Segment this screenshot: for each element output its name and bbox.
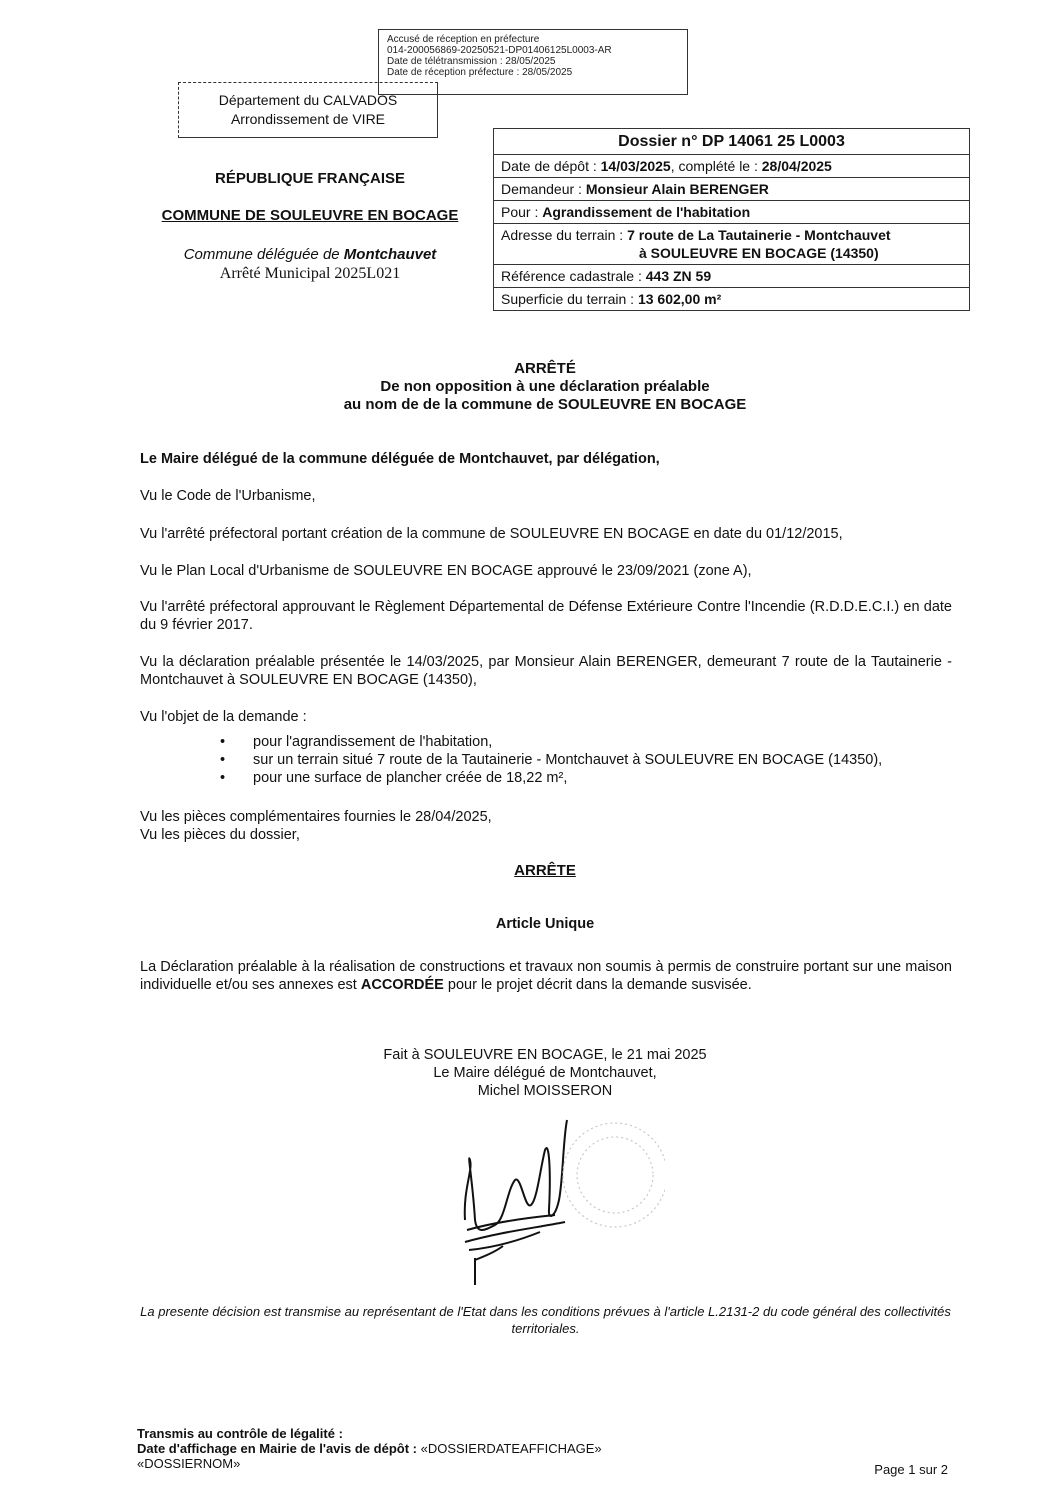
- arrete-heading-3: au nom de de la commune de SOULEUVRE EN BOCAGE: [343, 396, 747, 413]
- vu-pieces-dossier: Vu les pièces du dossier,: [140, 827, 300, 843]
- arrete-heading: [140, 360, 950, 414]
- signoff: [300, 1046, 790, 1100]
- decision-text: [140, 958, 952, 994]
- vu-declaration: Vu la déclaration préalable présentée le 14/03/2025, par Monsieur Alain BERENGER, demeurant 7 route de la Tautainerie - Montchauvet à SOULEUVRE EN BOCAGE (14350),: [140, 654, 952, 688]
- municipal-seal-stamp: [563, 1123, 665, 1227]
- ar-line-2: 014-200056869-20250521-DP01406125L0003-AR: [387, 45, 612, 56]
- depot-label: Date de dépôt :: [501, 158, 601, 174]
- republique-francaise: RÉPUBLIQUE FRANÇAISE: [214, 170, 405, 187]
- deleguee-name: Montchauvet: [343, 246, 437, 263]
- ar-line-3: Date de télétransmission : 28/05/2025: [387, 56, 556, 67]
- demandeur-value: Monsieur Alain BERENGER: [585, 181, 769, 197]
- vu-objet: Vu l'objet de la demande :: [140, 709, 307, 725]
- list-item: • pour l'agrandissement de l'habitation,: [220, 734, 493, 750]
- signoff-name: Michel MOISSERON: [477, 1083, 613, 1099]
- department-line: Département du CALVADOS: [218, 92, 398, 108]
- dossier-row-depot: [494, 154, 969, 177]
- footer-affichage: [137, 1441, 737, 1456]
- vu-rddeci: Vu l'arrêté préfectoral approuvant le Règlement Départemental de Défense Extérieure Contre l'Incendie (R.D.D.E.C.I.) en date du 9 février 2017.: [140, 599, 952, 633]
- complete-label: , complété le :: [670, 158, 762, 174]
- vu-code-urbanisme: Vu le Code de l'Urbanisme,: [140, 488, 316, 504]
- arrete-number: Arrêté Municipal 2025L021: [219, 265, 401, 282]
- commune-deleguee: [140, 246, 480, 263]
- maire-line: Le Maire délégué de la commune déléguée de Montchauvet, par délégation,: [140, 451, 660, 467]
- superficie-label: Superficie du terrain :: [501, 291, 638, 307]
- department-box: [178, 82, 438, 138]
- dossier-title: Dossier n° DP 14061 25 L0003: [618, 133, 845, 150]
- ar-line-4: Date de réception préfecture : 28/05/2025: [387, 67, 573, 78]
- complete-value: 28/04/2025: [761, 158, 832, 174]
- signoff-place-date: Fait à SOULEUVRE EN BOCAGE, le 21 mai 2025: [383, 1047, 707, 1063]
- bullet-text: pour l'agrandissement de l'habitation,: [253, 734, 493, 750]
- arrete-heading-1: ARRÊTÉ: [514, 360, 576, 377]
- depot-value: 14/03/2025: [600, 158, 671, 174]
- arrete-heading-2: De non opposition à une déclaration préalable: [380, 378, 710, 395]
- footer-affichage-label: Date d'affichage en Mairie de l'avis de dépôt :: [137, 1441, 421, 1456]
- dossier-row-adresse: [494, 223, 969, 264]
- reference-label: Référence cadastrale :: [501, 268, 646, 284]
- signoff-role: Le Maire délégué de Montchauvet,: [433, 1065, 657, 1081]
- ar-line-1: Accusé de réception en préfecture: [387, 34, 540, 45]
- handwritten-signature: [465, 1120, 567, 1285]
- page-number: Page 1 sur 2: [874, 1462, 948, 1477]
- dossier-row-pour: [494, 200, 969, 223]
- vu-pieces-complementaires: Vu les pièces complémentaires fournies le 28/04/2025,: [140, 809, 492, 825]
- decision-accordee: ACCORDÉE: [360, 977, 444, 993]
- demandeur-label: Demandeur :: [501, 181, 586, 197]
- vu-arrete-creation: Vu l'arrêté préfectoral portant création de la commune de SOULEUVRE EN BOCAGE en date du 01/12/2015,: [140, 526, 843, 542]
- vu-plu: Vu le Plan Local d'Urbanisme de SOULEUVRE EN BOCAGE approuvé le 23/09/2021 (zone A),: [140, 563, 752, 579]
- footer: [137, 1426, 737, 1471]
- list-item: • pour une surface de plancher créée de 18,22 m²,: [220, 770, 568, 786]
- list-item: • sur un terrain situé 7 route de la Tautainerie - Montchauvet à SOULEUVRE EN BOCAGE (14350),: [220, 752, 883, 768]
- decision-text-1: La Déclaration préalable à la réalisation de constructions et travaux non soumis à permis de construire portant sur une maison individuelle et/ou ses annexes est: [140, 959, 952, 993]
- adresse-label: Adresse du terrain :: [501, 227, 628, 243]
- superficie-value: 13 602,00 m²: [637, 291, 722, 307]
- objet-list: [220, 733, 960, 787]
- reference-value: 443 ZN 59: [645, 268, 712, 284]
- dossier-row-superficie: [494, 287, 969, 310]
- transmission-note: La presente décision est transmise au représentant de l'Etat dans les conditions prévues à l'article L.2131-2 du code général des collectivités territoriales.: [140, 1304, 951, 1336]
- deleguee-prefix: Commune déléguée de: [183, 246, 344, 263]
- dossier-row-demandeur: [494, 177, 969, 200]
- pour-value: Agrandissement de l'habitation: [542, 204, 751, 220]
- pour-label: Pour :: [501, 204, 543, 220]
- article-unique-heading: Article Unique: [495, 916, 595, 932]
- arrete-decision-heading: ARRÊTE: [514, 862, 576, 879]
- bullet-text: sur un terrain situé 7 route de la Tautainerie - Montchauvet à SOULEUVRE EN BOCAGE (14350),: [253, 752, 883, 768]
- arrondissement-line: Arrondissement de VIRE: [230, 111, 386, 127]
- adresse-value-2: à SOULEUVRE EN BOCAGE (14350): [639, 245, 879, 261]
- decision-text-2: pour le projet décrit dans la demande susvisée.: [443, 977, 752, 993]
- signature-and-seal: [445, 1110, 665, 1290]
- adresse-value-1: 7 route de La Tautainerie - Montchauvet: [627, 227, 891, 243]
- dossier-table: [493, 128, 970, 311]
- footer-transmis: Transmis au contrôle de légalité :: [137, 1426, 343, 1441]
- footer-affichage-value: «DOSSIERDATEAFFICHAGE»: [420, 1441, 602, 1456]
- bullet-text: pour une surface de plancher créée de 18,22 m²,: [253, 770, 568, 786]
- commune-title: COMMUNE DE SOULEUVRE EN BOCAGE: [161, 207, 459, 224]
- footer-dossiernom: «DOSSIERNOM»: [137, 1456, 241, 1471]
- dossier-row-reference: [494, 264, 969, 287]
